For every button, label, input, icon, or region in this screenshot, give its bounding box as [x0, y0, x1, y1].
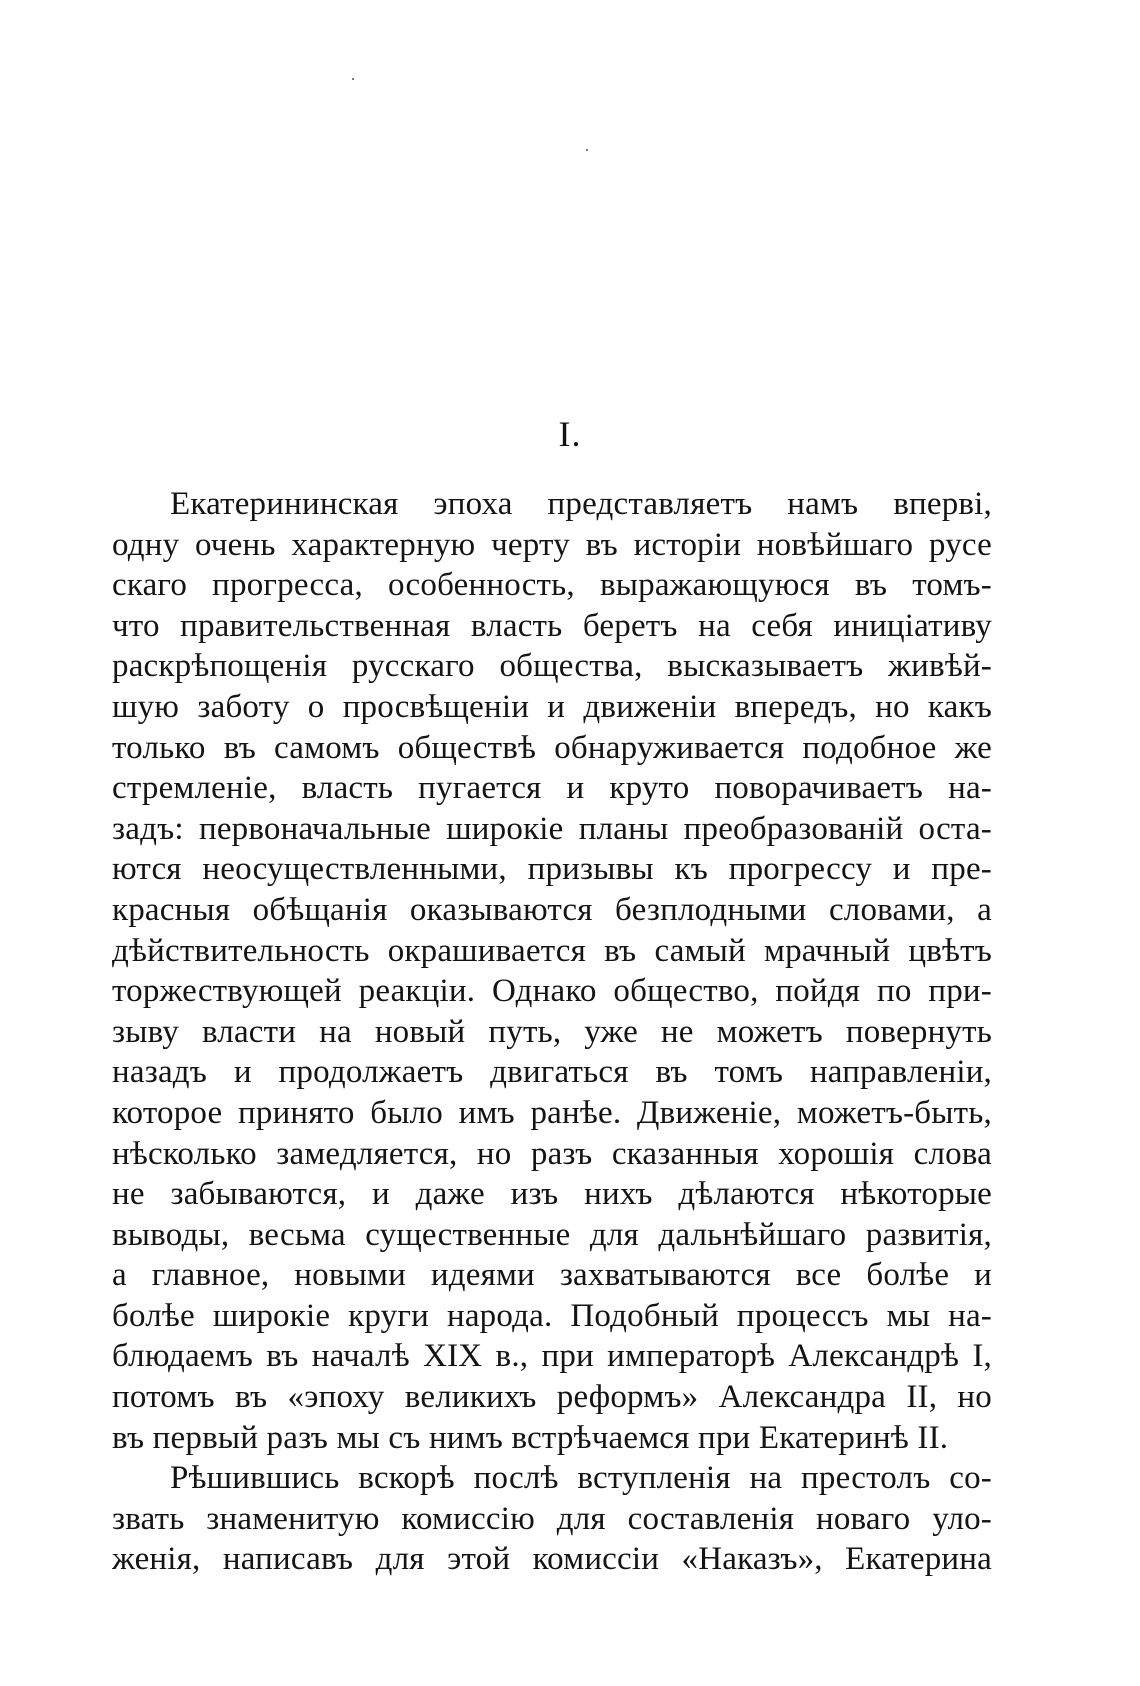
text-line: торжествующей реакціи. Однако общество, пойдя по при- — [112, 973, 992, 1010]
text-line: раскрѣпощенія русскаго общества, высказываетъ живѣй- — [112, 648, 992, 685]
text-line: зыву власти на новый путь, уже не можетъ повернуть — [112, 1013, 992, 1050]
text-line: а главное, новыми идеями захватываются все болѣе и — [112, 1257, 992, 1294]
text-line: звать знаменитую комиссію для составленія новаго уло- — [112, 1500, 992, 1537]
text-line: задъ: первоначальные широкіе планы преобразованій оста- — [112, 810, 992, 847]
text-line: Екатерининская эпоха представляетъ намъ вперві, — [170, 486, 992, 522]
text-line: выводы, весьма существенные для дальнѣйшаго развитія, — [112, 1216, 992, 1253]
text-line: ются неосуществленными, призывы къ прогрессу и пре- — [112, 851, 992, 888]
chapter-heading: I. — [558, 414, 582, 454]
text-line: назадъ и продолжаетъ двигаться въ томъ направленіи, — [112, 1054, 992, 1091]
text-line: скаго прогресса, особенность, выражающуюся въ томъ- — [112, 567, 992, 604]
text-line: которое принято было имъ ранѣе. Движеніе, можетъ-быть, — [112, 1094, 992, 1131]
text-line: только въ самомъ обществѣ обнаруживается подобное же — [112, 729, 992, 766]
text-line: стремленіе, власть пугается и круто поворачиваетъ на- — [112, 770, 992, 807]
text-line: блюдаемъ въ началѣ XIX в., при императорѣ Александрѣ I, — [112, 1338, 992, 1375]
page-speck — [586, 149, 588, 151]
text-line: потомъ въ «эпоху великихъ реформъ» Александра II, но — [112, 1379, 992, 1416]
text-line: дѣйствительность окрашивается въ самый мрачный цвѣтъ — [112, 932, 992, 969]
text-line: красныя обѣщанія оказываются безплодными словами, а — [112, 891, 992, 928]
page-speck — [352, 78, 354, 80]
text-line: женія, написавъ для этой комиссіи «Наказъ», Екатерина — [112, 1541, 992, 1578]
text-line: шую заботу о просвѣщеніи и движеніи впередъ, но какъ — [112, 688, 992, 725]
text-line: что правительственная власть беретъ на себя иниціативу — [112, 607, 992, 644]
body-text — [112, 484, 992, 1580]
text-line: Рѣшившись вскорѣ послѣ вступленія на престолъ со- — [170, 1460, 992, 1497]
text-line: не забываются, и даже изъ нихъ дѣлаются нѣкоторые — [112, 1176, 992, 1213]
text-line: болѣе широкіе круги народа. Подобный процессъ мы на- — [112, 1297, 992, 1334]
text-line: нѣсколько замедляется, но разъ сказанныя хорошія слова — [112, 1135, 992, 1172]
text-line: одну очень характерную черту въ исторіи новѣйшаго русе — [112, 526, 992, 563]
text-line: въ первый разъ мы съ нимъ встрѣчаемся при Екатеринѣ II. — [112, 1419, 949, 1456]
